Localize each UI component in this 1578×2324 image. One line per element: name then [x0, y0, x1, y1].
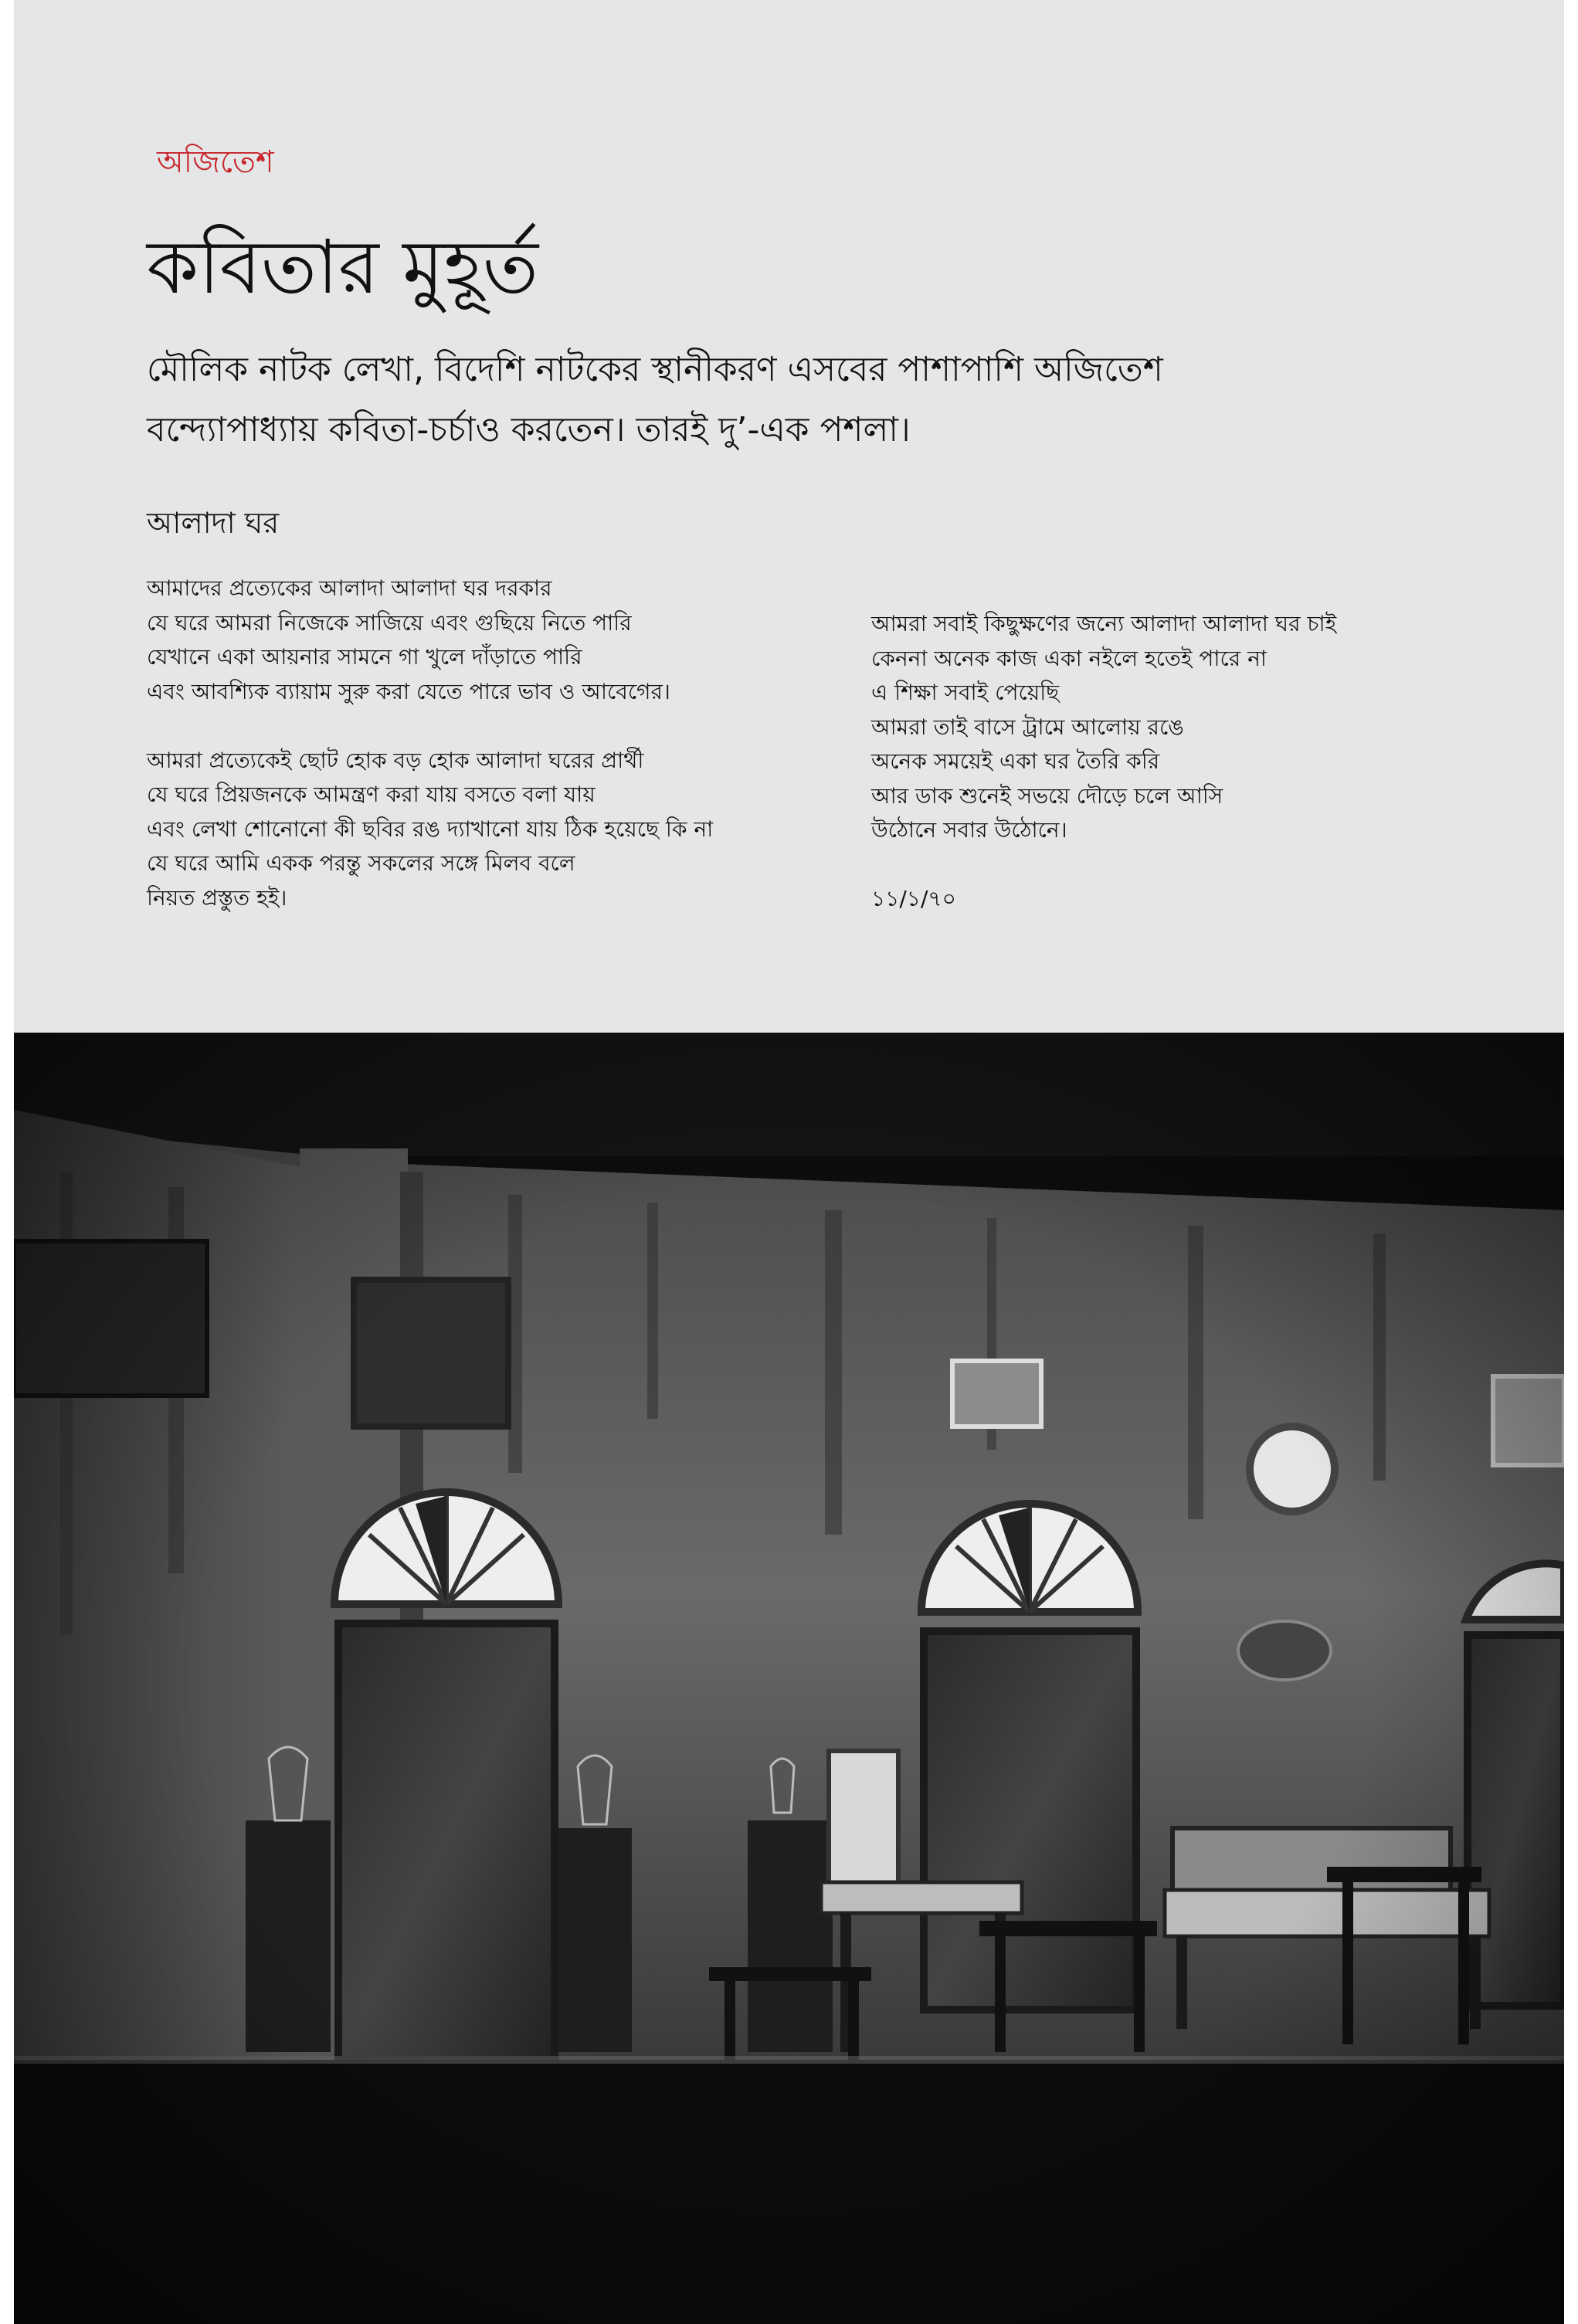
poem-title: আলাদা ঘর	[147, 506, 280, 540]
poem-line: আমাদের প্রত্যেকের আলাদা আলাদা ঘর দরকার	[147, 575, 552, 601]
author-name: অজিতেশ	[157, 144, 274, 180]
poem-line: এবং লেখা শোনোনো কী ছবির রঙ দ্যাখানো যায় ঠিক হয়েছে কি না	[147, 816, 714, 842]
poem-line: যে ঘরে আমরা নিজেকে সাজিয়ে এবং গুছিয়ে নিতে পারি	[147, 609, 632, 636]
poem-line: উঠোনে সবার উঠোনে।	[871, 817, 1067, 843]
poem-date: ১১/১/৭০	[871, 885, 956, 911]
poem-line: যেখানে একা আয়নার সামনে গা খুলে দাঁড়াতে পারি	[147, 644, 582, 670]
poem-line: এবং আবশ্যিক ব্যায়াম সুরু করা যেতে পারে ভাব ও আবেগের।	[147, 678, 670, 704]
poem-right-column	[871, 607, 1336, 916]
poem-line: কেননা অনেক কাজ একা নইলে হতেই পারে না	[871, 645, 1267, 671]
stage-set-photograph	[14, 1033, 1564, 2324]
poem-line: আমরা প্রত্যেকেই ছোট হোক বড় হোক আলাদা ঘরের প্রার্থী	[147, 747, 644, 773]
poem-line: আর ডাক শুনেই সভয়ে দৌড়ে চলে আসি	[871, 782, 1223, 809]
stage-set-illustration	[14, 1033, 1564, 2324]
poem-line: নিয়ত প্রস্তুত হই।	[147, 884, 287, 911]
poem-line: যে ঘরে আমি একক পরন্তু সকলের সঙ্গে মিলব বলে	[147, 850, 575, 876]
stanza-break	[147, 709, 713, 744]
poem-left-column	[147, 572, 713, 915]
intro-text	[147, 340, 1352, 460]
poem-line: অনেক সময়েই একা ঘর তৈরি করি	[871, 748, 1160, 774]
poem-line: এ শিক্ষা সবাই পেয়েছি	[871, 680, 1060, 705]
magazine-page	[14, 0, 1564, 2324]
article-title: কবিতার মুহূর্ত	[147, 224, 539, 310]
intro-line-2: বন্দ্যোপাধ্যায় কবিতা-চর্চাও করতেন। তারই দু’-এক পশলা।	[147, 410, 911, 450]
poem-line: আমরা তাই বাসে ট্রামে আলোয় রঙে	[871, 714, 1184, 740]
poem-line: যে ঘরে প্রিয়জনকে আমন্ত্রণ করা যায় বসতে বলা যায়	[147, 782, 596, 807]
intro-line-1: মৌলিক নাটক লেখা, বিদেশি নাটকের স্থানীকরণ এসবের পাশাপাশি অজিতেশ	[147, 350, 1163, 389]
poem-line: আমরা সবাই কিছুক্ষণের জন্যে আলাদা আলাদা ঘর চাই	[871, 611, 1337, 636]
